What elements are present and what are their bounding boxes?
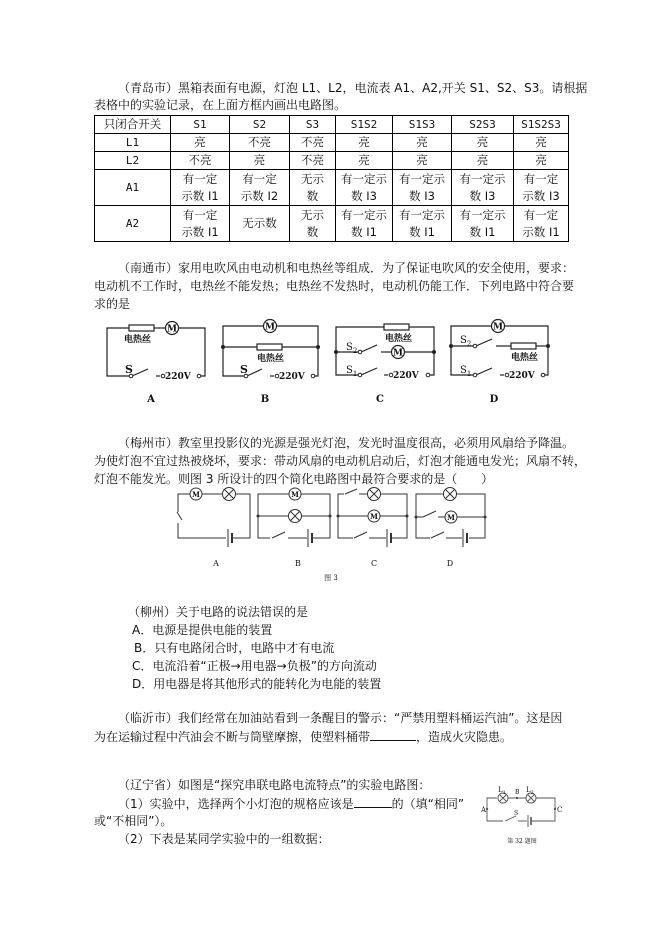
table-cell: 亮 — [452, 134, 514, 152]
cell-line: 数 I1 — [409, 224, 435, 239]
cell-line: 无示数 — [242, 216, 277, 230]
cell-line: 有一定示 — [459, 171, 506, 186]
table-cell: 亮 — [336, 152, 393, 170]
voltage-label: 220V — [165, 372, 191, 382]
cell-line: 示数 I1 — [181, 188, 219, 203]
lamp-l1-label: $L_1$ — [498, 786, 506, 796]
option-label-a: A — [213, 559, 219, 568]
figure-caption: 第 32 题图 — [507, 838, 537, 845]
motor-label: M — [192, 490, 200, 499]
cell-line: 示数 I3 — [522, 188, 560, 203]
q1-stem-line1: （青岛市）黑箱表面有电源，灯泡 L1、L2，电流表 A1、A2,开关 S1、S2、S3。请根据 — [118, 81, 588, 95]
cell-line: 有一定示 — [399, 207, 445, 222]
voltage-label: 220V — [509, 371, 535, 381]
heater-label: 电热丝 — [257, 354, 285, 364]
motor-label: M — [265, 322, 275, 333]
point-b-label: B — [515, 789, 520, 796]
cell-line: 有一定 — [242, 171, 277, 186]
motor-label: M — [291, 490, 299, 499]
table-cell: 不亮 — [290, 152, 336, 170]
heater-label: 电热丝 — [385, 334, 413, 344]
q1-stem-line2: 表格中的实验记录，在上面方框内画出电路图。 — [94, 98, 347, 112]
row-label: L2 — [95, 152, 171, 170]
table-header-cell: 只闭合开关 — [95, 116, 171, 134]
point-c-label: C — [557, 806, 563, 814]
voltage-label: 220V — [279, 372, 305, 382]
q3-stem-line2: 为使灯泡不宜过热被烧坏，要求：带动风扇的电动机启动后，灯泡才能通电发光；风扇不转， — [94, 454, 587, 468]
table-cell: 亮 — [514, 152, 569, 170]
q2-stem-line2: 电动机不工作时，电热丝不能发热；电热丝不发热时，电动机仍能工作．下列电路中符合要 — [94, 279, 575, 293]
switch-label: S — [514, 810, 519, 817]
cell-line: 有一定示 — [341, 171, 387, 186]
option-label-d: D — [446, 559, 454, 568]
cell-line: 示数 I1 — [522, 224, 560, 239]
switch-s2-label: $S_2$ — [346, 342, 358, 355]
q4-option-d: D．用电器是将其他形式的能转化为电能的装置 — [132, 677, 382, 691]
switch-s2-label: $S_2$ — [460, 335, 472, 348]
q3-stem-line1: （梅州市）教室里投影仪的光源是强光灯泡，发光时温度很高，必须用风扇给予降温。 — [118, 436, 575, 450]
cell-line: 有一定 — [523, 171, 559, 186]
switch-label: S — [240, 363, 248, 376]
cell-line: 数 — [306, 224, 319, 239]
cell-line: 数 I3 — [351, 188, 377, 203]
row-label: A1 — [95, 170, 171, 206]
table-cell: 亮 — [393, 134, 452, 152]
table-cell: 不亮 — [171, 152, 230, 170]
q4-option-a: A．电源是提供电能的装置 — [132, 623, 273, 637]
motor-label: M — [167, 324, 177, 335]
row-label: L1 — [95, 134, 171, 152]
table-header-cell: S2S3 — [452, 116, 514, 134]
cell-line: 数 I1 — [469, 224, 496, 239]
cell-line: 有一定 — [182, 207, 218, 222]
cell-line: 有一定示 — [459, 207, 506, 222]
q4-option-c: C．电流沿着“正极→用电器→负极”的方向流动 — [132, 659, 377, 673]
table-cell: 亮 — [230, 152, 290, 170]
table-cell: 不亮 — [230, 134, 290, 152]
switch-label: S — [125, 363, 133, 376]
row-label: A2 — [95, 206, 171, 242]
lamp-l2-label: $L_2$ — [526, 786, 534, 796]
figure-caption: 图 3 — [324, 574, 338, 582]
table-header-cell: S2 — [230, 116, 290, 134]
q4-stem: （柳州）关于电路的说法错误的是 — [128, 605, 309, 619]
q3-stem-line3: 灯泡不能发光。则图 3 所设计的四个简化电路图中最符合要求的是（ ） — [94, 472, 494, 486]
voltage-label: 220V — [393, 371, 419, 381]
q5-text-after-blank: ，造成火灾隐患。 — [416, 730, 513, 744]
point-a-label: A — [481, 806, 487, 814]
heater-label: 电热丝 — [124, 335, 152, 345]
table-cell: 亮 — [393, 152, 452, 170]
heater-label: 电热丝 — [511, 353, 539, 363]
table-header-cell: S1S2 — [336, 116, 393, 134]
option-label-a: A — [147, 394, 155, 405]
motor-label: M — [447, 513, 455, 522]
q5-stem-line1: （临沂市）我们经常在加油站看到一条醒目的警示：“严禁用塑料桶运汽油”。这是因 — [118, 711, 563, 725]
table-header-cell: S1S3 — [393, 116, 452, 134]
option-label-b: B — [295, 559, 301, 568]
table-cell: 亮 — [171, 134, 230, 152]
q2-stem-line1: （南通市）家用电吹风由电动机和电热丝等组成．为了保证电吹风的安全使用，要求： — [118, 261, 575, 275]
q6-stem-line1: （辽宁省）如图是“探究串联电路电流特点”的实验电路图： — [118, 778, 431, 792]
cell-line: 有一定 — [182, 171, 218, 186]
motor-label: M — [393, 348, 403, 359]
cell-line: 有一定 — [523, 207, 559, 222]
q6-text-after-blank: 的（填“相同” — [391, 797, 465, 811]
cell-line: 数 I3 — [409, 188, 435, 203]
q5-text-before-blank: 为在运输过程中汽油会不断与筒壁摩擦，使塑料桶带 — [94, 730, 371, 744]
table-header-cell: S1S2S3 — [514, 116, 569, 134]
cell-line: 数 I3 — [469, 188, 496, 203]
q6-stem-line4: （2）下表是某同学实验中的一组数据： — [118, 832, 330, 846]
q2-stem-line3: 求的是 — [94, 297, 131, 311]
option-label-c: C — [376, 394, 384, 405]
motor-label: M — [370, 512, 378, 521]
table-cell: 亮 — [336, 134, 393, 152]
switch-s1-label: $S_1$ — [460, 365, 472, 378]
q6-text-before-blank: （1）实验中，选择两个小灯泡的规格应该是 — [118, 797, 354, 811]
table-cell: 亮 — [452, 152, 514, 170]
cell-line: 有一定示 — [341, 207, 387, 222]
cell-line: 有一定示 — [399, 171, 445, 186]
cell-line: 无示 — [301, 171, 324, 186]
table-header-cell: S1 — [171, 116, 230, 134]
switch-s1-label: $S_1$ — [346, 365, 358, 378]
table-header-cell: S3 — [290, 116, 336, 134]
cell-line: 数 — [306, 188, 319, 203]
q6-stem-line3: 或“不相同”）。 — [94, 814, 173, 828]
cell-line: 示数 I1 — [181, 224, 219, 239]
option-label-d: D — [489, 394, 499, 405]
cell-line: 数 I1 — [351, 224, 377, 239]
q4-option-b: B．只有电路闭合时，电路中才有电流 — [134, 641, 335, 655]
cell-line: 示数 I2 — [240, 188, 279, 203]
cell-line: 无示 — [301, 207, 324, 222]
option-label-b: B — [260, 394, 270, 405]
table-cell: 不亮 — [290, 134, 336, 152]
table-cell: 亮 — [514, 134, 569, 152]
option-label-c: C — [370, 559, 378, 568]
motor-label: M — [493, 322, 503, 333]
